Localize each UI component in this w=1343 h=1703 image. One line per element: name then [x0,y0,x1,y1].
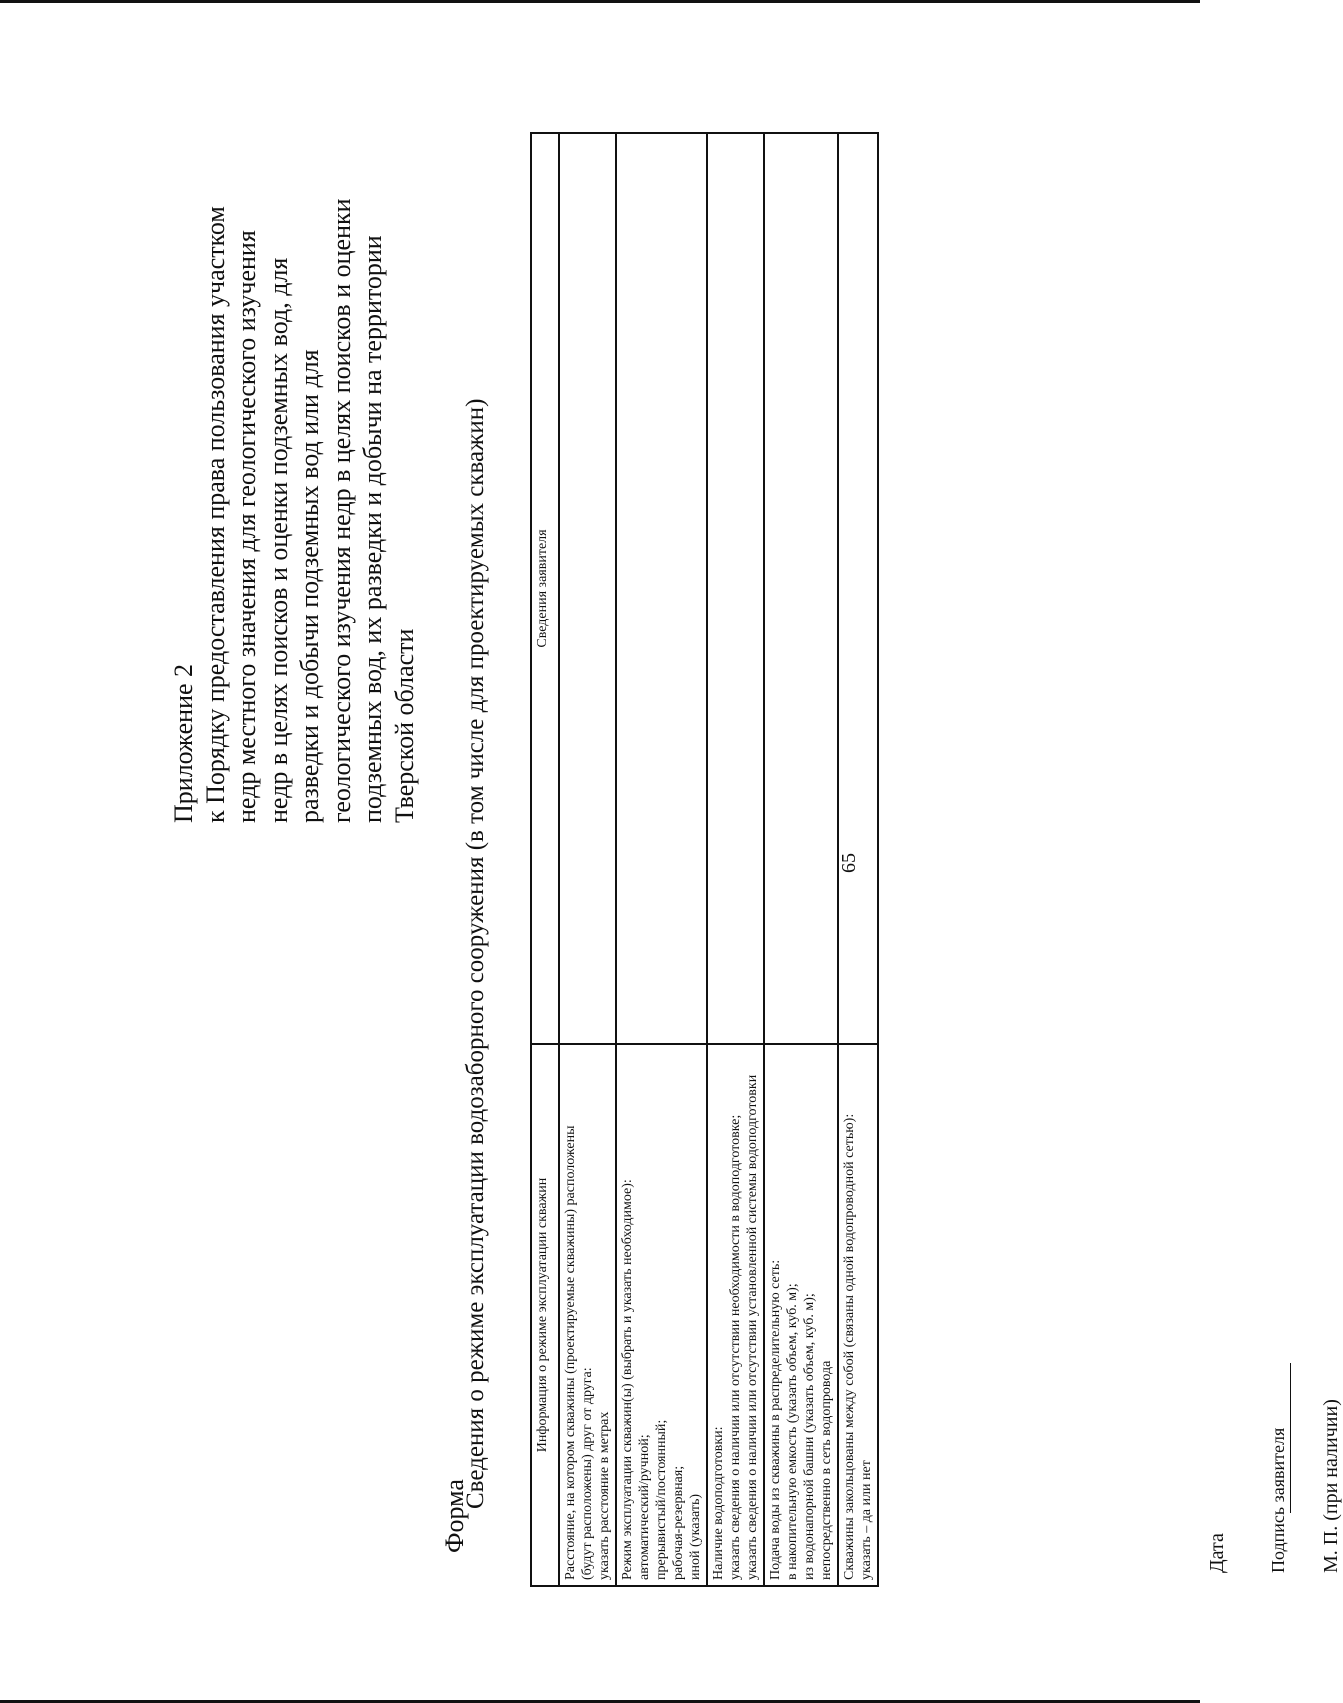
appendix-line: недр в целях поисков и оценки подземных вод, для [263,257,293,823]
table-row [559,133,616,1586]
table-row [838,133,878,1586]
table-row [707,133,764,1586]
applicant-value-cell[interactable] [559,133,616,1044]
row-description: Режим эксплуатации скважин(ы) (выбрать и указать необходимое): автоматический/ручной; прерывистый/постоянный; рабочая-резервная; иной (указать) [616,1044,707,1586]
signature-line[interactable] [1290,1363,1291,1513]
appendix-line: подземных вод, их разведки и добычи на территории [358,235,387,823]
appendix-line: недр местного значения для геологического изучения [232,230,261,823]
table-header-row [531,133,559,1586]
date-label: Дата [1206,1533,1228,1573]
table-row [616,133,707,1586]
applicant-value-cell[interactable] [764,133,838,1044]
appendix-line: Тверской области [389,628,419,823]
seal-label: М. П. (при наличии) [1320,1399,1342,1573]
appendix-line: Приложение 2 [169,663,198,823]
appendix-heading [168,33,420,823]
signature-label: Подпись заявителя [1268,1427,1288,1573]
table-row [764,133,838,1586]
water-intake-table [530,132,879,1587]
header-info: Информация о режиме эксплуатации скважин [531,1044,559,1586]
row-description: Наличие водоподготовки: указать сведения о наличии или отсутствии необходимости в водоподготовке; указать сведения о наличии или отсутствии установленной системы водоподготовки [707,1044,764,1586]
applicant-value-cell[interactable] [838,133,878,1044]
applicant-value-cell[interactable] [616,133,707,1044]
row-description: Подача воды из скважины в распределительную сеть: в накопительную емкость (указать объем, куб. м); из водонапорной башни (указать объем, куб. м); непосредственно в сеть водопровода [764,1044,838,1586]
form-label: Форма [440,1479,469,1553]
appendix-line: к Порядку предоставления права пользования участком [200,206,230,823]
appendix-line: геологического изучения недр в целях поисков и оценки [326,198,356,823]
header-applicant: Сведения заявителя [531,133,559,1044]
page-number: 65 [838,853,860,873]
appendix-line: разведки и добычи подземных вод или для [295,349,324,823]
row-description: Скважины закольцованы между собой (связаны одной водопроводной сетью): указать – да или нет [838,1044,878,1586]
applicant-value-cell[interactable] [707,133,764,1044]
form-title: Сведения о режиме эксплуатации водозаборного сооружения (в том числе для проектируемых скважин) [462,398,489,1509]
row-description: Расстояние, на котором скважины (проектируемые скважины) расположены (будут расположены) друг от друга: указать расстояние в метрах [559,1044,616,1586]
